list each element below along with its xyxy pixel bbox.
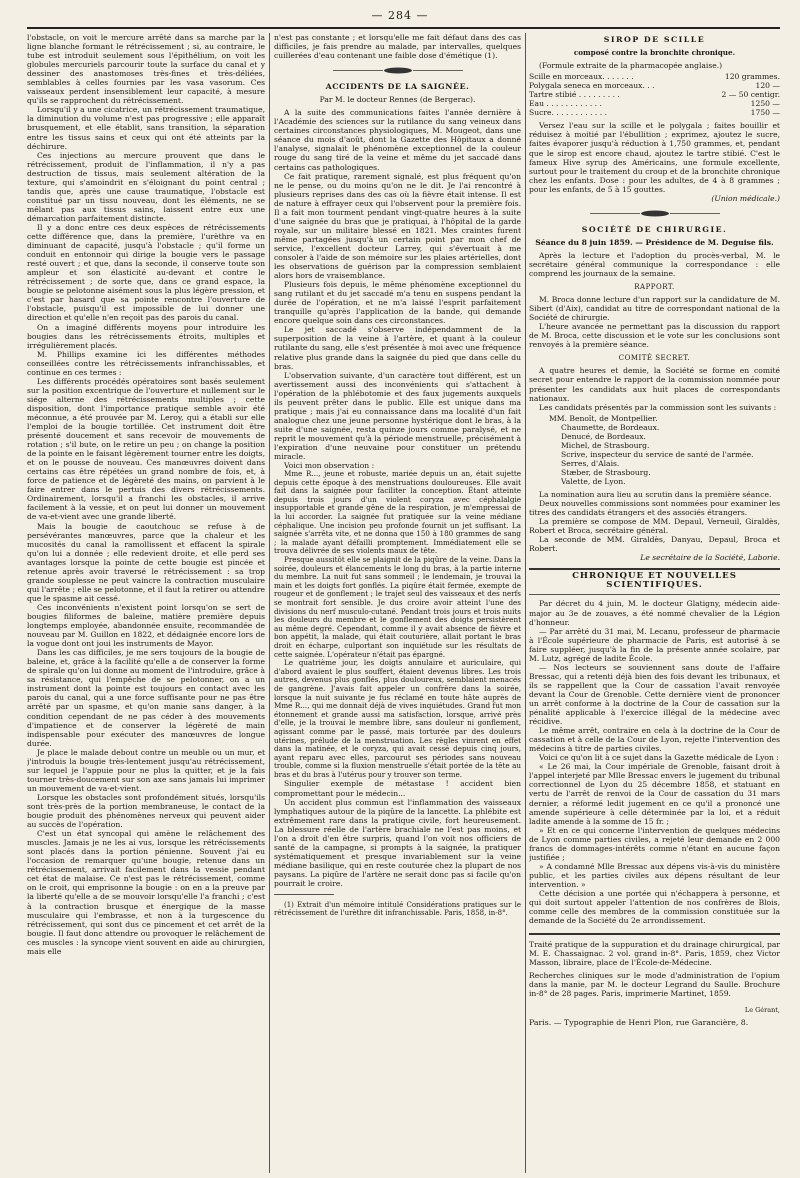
chronique-title: CHRONIQUE ET NOUVELLES SCIENTIFIQUES. [572,571,737,591]
paragraph: La première se compose de MM. Depaul, Verneuil, Giraldès, Robert et Broca, secrétaire général. [529,517,780,536]
section-title: ACCIDENTS DE LA SAIGNÉE. [325,82,470,92]
paragraph: La nomination aura lieu au scrutin dans la première séance. [539,490,772,500]
paragraph: Mme R..., jeune et robuste, mariée depuis un an, était sujette depuis cette époque à des menstruations douloureuses. Elle avait fait dans la saignée pour faciliter la conception. Étant atteinte depuis trois jours d'un violent coryza avec céphalalgie insupportable et grande gêne de la respiration, je m'empressai de la lui accorder. La saignée fut pratiquée sur la veine médiane céphalique. Une incision peu profonde fournit un jet suffisant. La saignée s'arrêta vite, et ne donna que 150 à 180 grammes de sang ; la malade ayant défailli promptement. Immédiatement elle se trouva délivrée de ses violents maux de tête. [274,469,521,556]
paragraph: n'est pas constante ; et lorsqu'elle me fait défaut dans des cas difficiles, je fais prendre au malade, par intervalles, quelques cuillerées d'eau contenant une faible dose d'émétique (1). [274,33,521,61]
section-rule [529,933,780,935]
source: (Union médicale.) [711,193,780,203]
paragraph: « Le 26 mai, la Cour impériale de Grenoble, faisant droit à l'appel interjeté par Mlle Bressac envers le jugement du tribunal correctionnel de Lyon du 25 décembre 1858, et statuant en vertu de l'arrêt de renvoi de la Cour de cassation du 31 mars dernier, a réformé ledit jugement en ce qu'il a prononcé une amende supérieure à celle déterminée par la loi, et a réduit ladite amende à la somme de 15 fr. ; [529,762,780,826]
paragraph: Ce fait pratique, rarement signalé, est plus fréquent qu'on ne le pense, ou du moins qu'on ne le dit. Je l'ai rencontré à plusieurs reprises dans des cas où la fièvre était intense. Il est de nature à effrayer ceux qui l'observent pour la première fois. Il a fait mon tourment pendant vingt-quatre heures à la suite d'une saignée du bras que je pratiquai, à l'hôpital de la garde royale, sur un militaire blessé en 1821. Mes craintes furent même partagées jusqu'à un certain point par mon chef de service, l'excellent docteur Larrey, qui s'évertuait à me consoler à l'aide de son mémoire sur les plaies artérielles, dont les observations de guérison par la compression semblaient alors hors de vraisemblance. [274,171,521,281]
paragraph: Singulier exemple de métastase ! accident bien compromettant pour le médecin... [274,779,521,798]
paragraph: A la suite des communications faites l'année dernière à l'Académie des sciences sur la rutilance du sang veineux dans certaines circonstances physiologiques, M. Mougeot, dans une séance du mois d'août, dont la Gazette des Hôpitaux a donné l'analyse, signalait le phénomène exceptionnel de la couleur rouge du sang tiré de la veine et même du jet saccadé dans certains cas pathologiques. [274,108,521,172]
ingredient: Polygala seneca en morceaux. . . [529,81,655,91]
paragraph: M. Phillips examine ici les différentes méthodes conseillées contre les rétrécissements infranchissables, et continue en ces termes : [27,349,265,377]
paragraph: L'observation suivante, d'un caractère tout différent, est un avertissement aussi des inconvénients qui s'attachent à l'opération de la phlébotomie et des faux jugements auxquels ils peuvent prêter dans le public. Elle est unique dans ma pratique ; mais j'ai eu connaissance dans ma localité d'un fait analogue chez une jeune personne hystérique dont le bras, à la suite d'une saignée, resta quinze jours comme paralysé, et ne reprit le mouvement qu'à la période menstruelle, précisément à l'expiration d'une neuvaine pour constituer un prétendu miracle. [274,370,521,462]
paragraph: Voici mon observation : [284,461,375,471]
candidate-list [549,414,780,486]
column-right [529,33,780,1178]
list-item: Serres, d'Alais. [561,458,620,468]
list-item: Scrive, inspecteur du service de santé de l'armée. [561,449,754,459]
paragraph: L'heure avancée ne permettant pas la discussion du rapport de M. Broca, cette discussion et le vote sur les conclusions sont renvoyés à la première séance. [529,322,780,350]
list-item: Valette, de Lyon. [561,476,626,486]
footnote [274,901,521,918]
paragraph: C'est un état syncopal qui amène le relâchement des muscles. Jamais je ne les ai vus, lorsque les rétrécissements sont placés dans la portion pénienne. Souvent j'ai eu l'occasion de remarquer qu'une bougie, retenue dans un rétrécissement, arrivait facilement dans la vessie pendant cet état de malaise. Ce n'est pas le rétrécissement, comme on le croit, qui emprisonne la bougie : on en a la preuve par la liberté qu'elle a de se mouvoir lorsqu'elle l'a franchi ; c'est à la contraction brusque et énergique de la masse musculaire qui l'embrasse, et non à la turgescence du rétrécissement, qui sont dus ce pincement et cet arrêt de la bougie. Il faut donc attendre ou provoquer le relâchement de ces muscles : la syncope vient souvent en aide au chirurgien, mais elle [27,829,265,956]
quantity: 120 — [755,81,780,91]
paragraph: La seconde de MM. Giraldès, Danyau, Depaul, Broca et Robert. [529,535,780,554]
bibliography-entry: Traité pratique de la suppuration et du drainage chirurgical, par M. E. Chassaignac. 2 vol. grand in-8°. Paris, 1859, chez Victor Masson, libraire, place de l'École-de-Médecine. [529,940,780,968]
societe-title: SOCIÉTÉ DE CHIRURGIE. [581,224,728,234]
recipe-table [529,72,780,117]
ingredient: Sucre. . . . . . . . . . . . [529,108,607,118]
ornament-divider [333,67,463,74]
paragraph: Voici ce qu'on lit à ce sujet dans la Gazette médicale de Lyon : [539,753,779,763]
ornament-divider [590,210,720,217]
list-item: Stæber, de Strasbourg. [561,467,651,477]
recipe-row [529,108,780,117]
byline: Par M. le docteur Rennes (de Bergerac). [319,95,476,105]
paragraph: » A condamné Mlle Bressac aux dépens vis-à-vis du ministère public, et les parties civiles aux dépens résultant de leur intervention. » [529,861,780,889]
paragraph: Les candidats présentés par la commission sont les suivants : [539,402,777,412]
paragraph: l'obstacle, on voit le mercure arrêté dans sa marche par la ligne blanche formant le rétrécissement ; si, au contraire, le tube est introduit seulement sous l'épithélium, on voit les globules mercuriels parcourir toute la surface du canal et y dessiner des anastomoses très-fines et très-déliées, semblables à celles fournies par les vasa vasorum. Ces vaisseaux perdent insensiblement leur capacité, à mesure qu'ils se rapprochent du rétrécissement. [27,33,265,106]
paragraph: Les différents procédés opératoires sont basés seulement sur la position excentrique de l'ouverture et nullement sur le siége alterne des rétrécissements multiples ; cette disposition, dont l'importance pratique semble avoir été méconnue, a été prouvée par M. Leroy, qui a établi sur elle l'emploi de la bougie tortillée. Cet instrument doit être présenté doucement et sans recevoir de mouvements de rotation ; s'il bute, on le retire un peu ; on change la position de la pointe en le faisant légèrement tourner entre les doigts, et on le pousse de nouveau. Ces manœuvres doivent dans certains cas être répétées un grand nombre de fois, et, à force de patience et de légèreté des mains, on parvient à le faire entrer dans le pertuis des divers rétrécissements. Ordinairement, lorsqu'il a franchi les obstacles, il arrive facilement à la vessie, et on peut lui donner un mouvement de va-et-vient avec une grande liberté. [27,376,265,522]
paragraph: Deux nouvelles commissions sont nommées pour examiner les titres des candidats étrangers et des associés étrangers. [529,499,780,518]
sirop-subtitle: composé contre la bronchite chronique. [573,48,736,58]
section-rule [529,568,780,570]
paragraph: Il y a donc entre ces deux espèces de rétrécissements cette différence que, dans la première, l'urèthre va en diminuant de capacité, jusqu'à l'obstacle ; qu'il forme un conduit en entonnoir qui dirige la bougie vers le passage resté ouvert ; et que, dans la seconde, il conserve toute son ampleur et son élasticité au-devant et contre le rétrécissement ; de sorte que, dans ce grand espace, la bougie se pelotonne aisément sous la plus légère pression, et c'est par hasard que sa pointe rencontre l'ouverture de l'obstacle, puisqu'il est impossible de lui donner une direction et qu'elle n'en reçoit pas des parois du canal. [27,222,265,323]
recipe-row [529,90,780,99]
paragraph: — Nos lecteurs se souviennent sans doute de l'affaire Bressac, qui a retenti déjà bien des fois devant les tribunaux, et ils se rappellent que la Cour de cassation l'avait renvoyée devant la Cour de Grenoble. Cette dernière vient de prononcer un arrêt conforme à la doctrine de la Cour de cassation sur la pénalité applicable à l'exercice illégal de la médecine avec récidive. [529,662,780,727]
paragraph: M. Broca donne lecture d'un rapport sur la candidature de M. Sibert (d'Aix), candidat au titre de correspondant national de la Société de chirurgie. [529,295,780,323]
column-divider [269,33,270,1173]
quantity: 1750 — [750,108,780,118]
recipe-row [529,81,780,90]
list-item: Chaumette, de Bordeaux. [561,422,660,432]
paragraph: Dans les cas difficiles, je me sers toujours de la bougie de baleine, et, grâce à la facilité qu'elle a de conserver la forme de spirale qu'on lui donne au moment de l'introduire, grâce à sa résistance, qui l'empêche de se pelotonner, on a un instrument dont la pointe est toujours en contact avec les parois du canal, qui a une force suffisante pour ne pas être arrêté par un spasme, et qu'on manie sans danger, à la condition cependant de ne pas céder à des mouvements d'impatience et de conserver la légèreté de main indispensable pour exécuter des manœuvres de longue durée. [27,648,265,748]
list-item: MM. Benoît, de Montpellier. [549,413,658,423]
comite-label: COMITÉ SECRET. [618,354,691,363]
paragraph: Lorsqu'il y a une cicatrice, un rétrécissement traumatique, la diminution du volume n'est pas progressive ; elle apparaît brusquement, et elle établit, sans transition, la séparation entre les tissus sains et ceux qui ont été atteints par la déchirure. [27,105,265,151]
printer-line: Paris. — Typographie de Henri Plon, rue Garancière, 8. [529,1017,749,1027]
list-item: Michel, de Strasbourg. [561,440,650,450]
paragraph: Cette décision a une portée qui n'échappera à personne, et qui doit surtout appeler l'attention de nos confrères de Blois, comme celle des membres de la commission constituée sur la demande de la Société du 2e arrondissement. [529,888,780,926]
footnote-rule [274,894,334,895]
paragraph: A quatre heures et demie, la Société se forme en comité secret pour entendre le rapport de la commission nommée pour présenter les candidats aux huit places de correspondants nationaux. [529,366,780,403]
column-middle [274,33,521,1178]
imprint [529,1006,780,1026]
societe-date: Séance du 8 juin 1859. — Présidence de M. Deguise fils. [535,237,774,247]
bibliography-entry: Recherches cliniques sur le mode d'administration de l'opium dans la manie, par M. le docteur Legrand du Saulle. Brochure in-8° de 28 pages. Paris, imprimerie Martinet, 1859. [529,971,780,999]
quantity: 1250 — [750,99,780,109]
paragraph: Lorsque les obstacles sont profondément situés, lorsqu'ils sont très-près de la portion membraneuse, le contact de la bougie produit des phénomènes nerveux qui peuvent aider au succès de l'opération. [27,792,265,830]
paragraph: Un accident plus commun est l'inflammation des vaisseaux lymphatiques autour de la piqûre de la lancette. La phlébite est extrêmement rare dans la pratique civile, fort heureusement. La blessure réelle de l'artère brachiale ne l'est pas moins, et l'on a droit d'en être surpris, quand l'on voit nos officiers de santé de la campagne, si prompts à la saignée, la pratiquer systématiquement et presque invariablement sur la veine médiane basilique, qui en reste couturée chez la plupart de nos paysans. La piqûre de l'artère ne serait donc pas si facile qu'on pourrait le croire. [274,797,521,888]
paragraph: Mais la bougie de caoutchouc se refuse à de persévérantes manœuvres, parce que la chaleur et les mucosités du canal la ramollissent et effacent la spirale qu'on lui a donnée ; elle redevient droite, et elle perd ses avantages lorsque la pointe de cette bougie est pincée et retenue après avoir traversé le rétrécissement : sa trop grande souplesse ne peut vaincre la contraction musculaire qui l'arrête ; elle se pelotonne, et il faut la retirer ou attendre que le spasme ait cessé. [27,521,265,603]
top-rule [27,27,780,29]
paragraph: Ces injections au mercure prouvent que dans le rétrécissement, produit de l'inflammation, il n'y a pas destruction de tissus, mais seulement altération de la texture, qui s'amoindrit en s'éloignant du point central ; tandis que, après une cause traumatique, l'obstacle est constitué par un tissu nouveau, dont les éléments, ne se mêlant pas aux tissus sains, laissent entre eux une démarcation parfaitement distincte. [27,150,265,223]
gerant-label: Le Gérant, [744,1006,780,1015]
rapport-label: RAPPORT. [634,283,675,292]
paragraph: On a imaginé différents moyens pour introduire les bougies dans les rétrécissements étroits, multiples et irrégulièrement placés. [27,322,265,350]
paragraph: — Par arrêté du 31 mai, M. Lecanu, professeur de pharmacie à l'École supérieure de pharmacie de Paris, est autorisé à se faire suppléer, jusqu'à la fin de la présente année scolaire, par M. Lutz, agrégé de ladite École. [529,626,780,663]
ingredient: Eau . . . . . . . . . . . . [529,99,602,109]
paragraph: Je place le malade debout contre un meuble ou un mur, et j'introduis la bougie très-lentement jusqu'au rétrécissement, sur lequel je l'appuie pour ne plus la quitter, et je la fais tourner très-doucement sur son axe sans jamais lui imprimer un mouvement de va-et-vient. [27,747,265,793]
paragraph: Versez l'eau sur la scille et le polygala ; faites bouillir et réduisez à moitié par l'ébullition ; exprimez, ajoutez le sucre, faites évaporer jusqu'à réduction à 1,750 grammes, et, pendant que le sirop est encore chaud, ajoutez le tartre stibié. C'est le fameux Hive syrup des Américains, une formule excellente, surtout pour le traitement du croup et de la bronchite chronique chez les enfants. Dose : pour les adultes, de 4 à 8 grammes ; pour les enfants, de 5 à 15 gouttes. [529,121,780,194]
list-item: Denucé, de Bordeaux. [561,431,646,441]
column-left [27,33,265,1178]
paragraph: Le jet saccadé s'observe indépendamment de la superposition de la veine à l'artère, et quant à la couleur rutilante du sang, elle s'est présentée à moi avec une fréquence relative plus grande dans la saignée du pied que dans celle du bras. [274,325,521,371]
quantity: 120 grammes. [724,72,780,82]
recipe-row [529,99,780,108]
page-number: — 284 — [371,9,429,22]
paragraph: Le quatrième jour, les doigts annulaire et auriculaire, qui d'abord avaient le plus souffert, étaient devenus libres. Les trois autres, devenus plus gonflés, plus douloureux, semblaient menacés de gangrène. J'avais fait appeler un confrère dans la soirée, lorsque la nuit suivante je fus réclamé en toute hâte auprès de Mme R..., qui me donnait déjà de vives inquiétudes. Grand fut mon étonnement et grande aussi ma satisfaction, lorsque, arrivé près d'elle, je la trouvai le membre libre, sans douleur ni gonflement, agissant comme par le passé, mais torturée par des douleurs utérines, prélude de la menstruation. Les règles vinrent en effet dans la matinée, et le coryza, qui avait cessé depuis cinq jours, ayant reparu avec elles, parcourut ses périodes sans nouveau trouble, comme si la fluxion menstruelle s'était portée de la tête au bras et du bras à l'utérus pour y trouver son terme. [274,658,521,779]
paragraph: » Et en ce qui concerne l'intervention de quelques médecins de Lyon comme parties civiles, a rejeté leur demande en 2 000 francs de dommages-intérêts comme n'étant en aucune façon justifiée ; [529,825,780,862]
paragraph: Après la lecture et l'adoption du procès-verbal, M. le secrétaire général communique la correspondance : elle comprend les journaux de la semaine. [529,250,780,278]
paragraph: Par décret du 4 juin, M. le docteur Glatigny, médecin aide-major au 3e de zouaves, a été nommé chevalier de la Légion d'honneur. [529,599,780,627]
paragraph: Ces inconvénients n'existent point lorsqu'on se sert de bougies filiformes de baleine, matière première depuis longtemps employée, abandonnée ensuite, recommandée de nouveau par M. Guillon en 1822, et dédaignée encore lors de la vogue dont ont joui les instruments de Mayor. [27,602,265,649]
ingredient: Tartre stibié . . . . . . . . . [529,90,620,100]
quantity: 2 — 50 centigr. [721,90,780,100]
ingredient: Scille en morceaux. . . . . . . [529,72,634,82]
paragraph: Presque aussitôt elle se plaignit de la piqûre de la veine. Dans la soirée, douleurs et élancements le long du bras, à la partie interne du membre. La nuit fut sans sommeil ; le lendemain, je trouvai la main et les doigts fort gonflés. La piqûre était fermée, exempte de rougeur et de gonflement ; le trajet seul des vaisseaux et des nerfs se montrait fort sensible. Je dus croire avoir atteint l'une des divisions du nerf musculo-cutané. Pendant trois jours et trois nuits les douleurs du membre et le gonflement des doigts persistèrent au même degré. Cependant, comme il y avait absence de fièvre et bon appétit, la malade, qui était couturière, allait portant le bras droit en écharpe, culportant son inquiétude sur les résultats de cette saignée. L'opérateur n'était pas épargné. [274,555,521,659]
footnote-text: (1) Extrait d'un mémoire intitulé Considérations pratiques sur le rétrécissement de l'urèthre dit infranchissable. Paris, 1858, in-8°. [274,901,521,918]
bibliography [529,940,780,998]
paragraph: Le même arrêt, contraire en cela à la doctrine de la Cour de cassation et à celle de la Cour de Lyon, rejette l'intervention des médecins à titre de parties civiles. [529,726,780,754]
sirop-title: SIROP DE SCILLE [603,35,706,44]
section-rule [529,594,780,595]
signature: Le secrétaire de la Société, Laborie. [640,553,780,563]
sirop-intro: (Formule extraite de la pharmacopée anglaise.) [539,61,723,71]
recipe-row [529,72,780,81]
paragraph: Plusieurs fois depuis, le même phénomène exceptionnel du sang rutilant et du jet saccadé m'a tenu en suspens pendant la durée de l'opération, et ne m'a laissé l'esprit parfaitement tranquille qu'après l'application de la bande, qui demande encore quelque soin dans ces circonstances. [274,280,521,326]
column-divider [525,33,526,1173]
